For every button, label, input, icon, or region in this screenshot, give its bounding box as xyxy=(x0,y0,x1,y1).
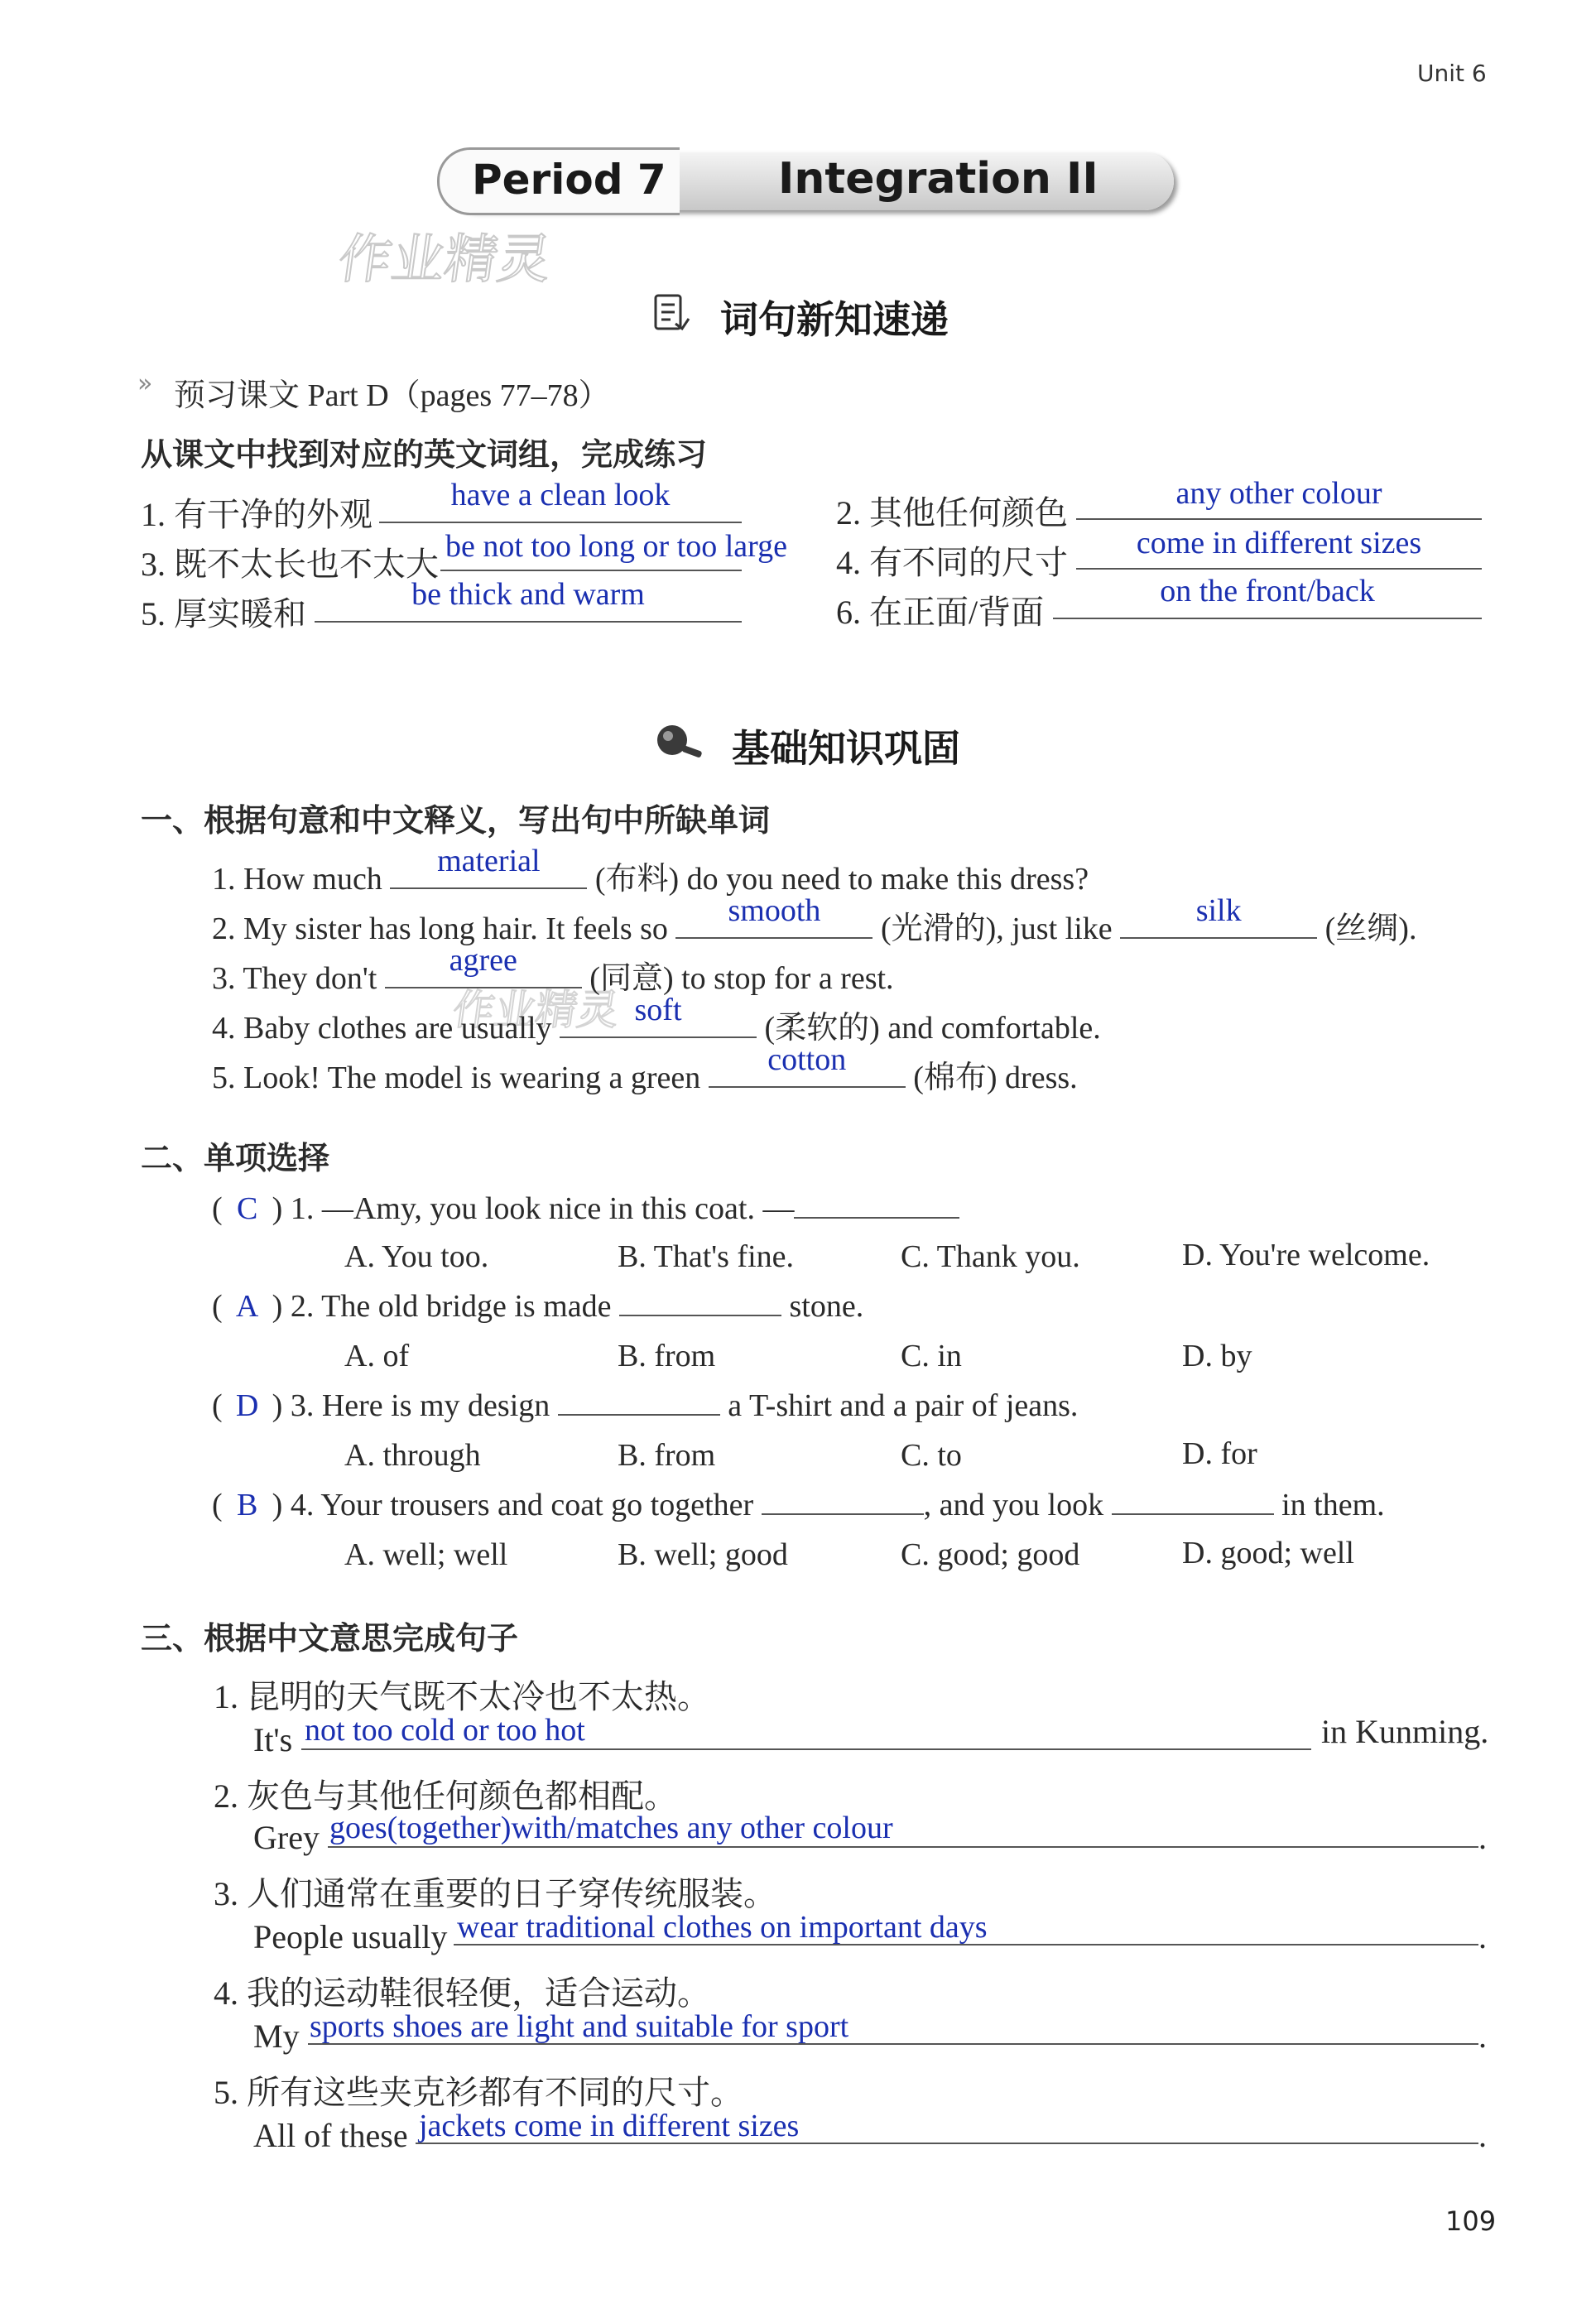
mc1-option-a[interactable]: A. You too. xyxy=(344,1239,489,1274)
fill-question-5 xyxy=(212,1042,1078,1097)
q4-blank[interactable] xyxy=(560,993,757,1038)
q5-blank[interactable] xyxy=(709,1042,906,1088)
translate-cn-1: 1. 昆明的天气既不太冷也不太热。 xyxy=(214,1678,710,1715)
mc3-stem-b: a T-shirt and a pair of jeans. xyxy=(728,1388,1079,1423)
translate-answer-1: not too cold or too hot xyxy=(305,1713,585,1748)
translate-lead-1: It's xyxy=(253,1721,293,1758)
vocab-blank-3[interactable] xyxy=(440,570,742,571)
q5-answer: cotton xyxy=(767,1042,847,1077)
page-title: Integration II xyxy=(778,154,1098,204)
vocab-prompt-3: 3. 既不太长也不太大 xyxy=(141,546,439,583)
q1-blank[interactable] xyxy=(390,844,587,889)
section1-instruction: 从课文中找到对应的英文词组，完成练习 xyxy=(141,436,708,473)
mc2-blank[interactable] xyxy=(619,1296,781,1316)
translate-lead-5: All of these xyxy=(253,2117,408,2154)
part1-title: 一、根据句意和中文释义，写出句中所缺单词 xyxy=(141,802,771,839)
q4-text-a: 4. Baby clothes are usually xyxy=(212,1011,552,1046)
mc4-answer: B xyxy=(236,1488,258,1522)
q3-answer: agree xyxy=(449,943,517,978)
translate-tail-4: . xyxy=(1478,2018,1487,2055)
translate-cn-5: 5. 所有这些夹克衫都有不同的尺寸。 xyxy=(214,2074,743,2111)
translate-lead-4: My xyxy=(253,2018,300,2055)
vocab-prompt-6: 6. 在正面/背面 xyxy=(836,594,1045,631)
translate-lead-2: Grey xyxy=(253,1819,320,1856)
fill-question-1 xyxy=(212,844,1089,898)
translate-line-2[interactable] xyxy=(328,1846,1478,1848)
mc-question-2: ( A ) 2. The old bridge is made stone. xyxy=(212,1289,864,1324)
q5-text-a: 5. Look! The model is wearing a green xyxy=(212,1060,701,1095)
preview-line: 预习课文 Part D（pages 77–78） xyxy=(174,378,610,413)
vocab-answer-2: any other colour xyxy=(1175,476,1382,511)
mc3-answer: D xyxy=(235,1388,259,1423)
fill-question-3 xyxy=(212,943,894,998)
mc-question-3: ( D ) 3. Here is my design a T-shirt and a pair of jeans. xyxy=(212,1388,1079,1423)
fill-question-2 xyxy=(212,893,1417,948)
translate-line-1[interactable] xyxy=(301,1748,1311,1750)
vocab-answer-6: on the front/back xyxy=(1160,574,1375,608)
q2-text-c: (丝绸). xyxy=(1324,911,1417,946)
q2-blank-2[interactable] xyxy=(1120,893,1317,939)
vocab-blank-4[interactable] xyxy=(1076,568,1482,570)
vocab-blank-2[interactable] xyxy=(1076,518,1482,520)
vocab-answer-1: have a clean look xyxy=(450,478,671,512)
mc1-option-b[interactable]: B. That's fine. xyxy=(618,1239,795,1274)
mc-question-1: ( C ) 1. —Amy, you look nice in this coat. — xyxy=(212,1190,959,1227)
q3-text-b: (同意) to stop for a rest. xyxy=(589,961,894,996)
mc3-option-a[interactable]: A. through xyxy=(344,1438,481,1473)
q2-text-b: (光滑的), just like xyxy=(880,911,1113,946)
mc2-option-c[interactable]: C. in xyxy=(901,1339,962,1373)
q3-text-a: 3. They don't xyxy=(212,961,377,996)
mc4-option-c[interactable]: C. good; good xyxy=(901,1537,1080,1572)
translate-cn-3: 3. 人们通常在重要的日子穿传统服装。 xyxy=(214,1875,776,1912)
part3-title: 三、根据中文意思完成句子 xyxy=(141,1620,519,1657)
mc-question-4: ( B ) 4. Your trousers and coat go together , and you look in them. xyxy=(212,1488,1385,1522)
section2-heading: 基础知识巩固 xyxy=(732,726,960,771)
part2-title: 二、单项选择 xyxy=(141,1140,330,1176)
vocab-blank-1[interactable] xyxy=(379,522,742,523)
page-number: 109 xyxy=(1445,2205,1497,2237)
mc1-blank[interactable] xyxy=(794,1199,959,1219)
mc2-option-b[interactable]: B. from xyxy=(618,1339,716,1373)
mc2-option-a[interactable]: A. of xyxy=(344,1339,410,1373)
mc2-stem-b: stone. xyxy=(789,1289,864,1324)
q3-blank[interactable] xyxy=(385,943,582,988)
mc4-blank-1[interactable] xyxy=(762,1495,924,1515)
q1-text-a: 1. How much xyxy=(212,862,382,897)
translate-tail-5: . xyxy=(1478,2117,1487,2154)
translate-answer-3: wear traditional clothes on important days xyxy=(457,1910,988,1945)
q2-answer-1: smooth xyxy=(728,893,821,928)
translate-cn-2: 2. 灰色与其他任何颜色都相配。 xyxy=(214,1777,677,1815)
translate-tail-2: . xyxy=(1478,1819,1487,1856)
translate-answer-5: jackets come in different sizes xyxy=(419,2109,800,2143)
vocab-prompt-4: 4. 有不同的尺寸 xyxy=(836,544,1068,581)
period-label: Period 7 xyxy=(472,156,666,204)
translate-answer-2: goes(together)with/matches any other colour xyxy=(329,1811,893,1845)
fill-question-4 xyxy=(212,993,1101,1047)
watermark: 作业精灵 xyxy=(334,229,555,291)
q4-answer: soft xyxy=(634,993,682,1027)
mc4-stem-c: in them. xyxy=(1281,1488,1385,1522)
vocab-blank-6[interactable] xyxy=(1053,618,1482,619)
mc4-option-d[interactable]: D. good; well xyxy=(1182,1536,1354,1570)
magnifier-icon xyxy=(654,720,705,767)
q2-blank-1[interactable] xyxy=(675,893,873,939)
mc3-option-c[interactable]: C. to xyxy=(901,1438,962,1473)
vocab-answer-3: be not too long or too large xyxy=(445,529,788,564)
vocab-prompt-1: 1. 有干净的外观 xyxy=(141,496,373,533)
unit-label: Unit 6 xyxy=(1417,60,1487,87)
mc3-option-d[interactable]: D. for xyxy=(1182,1436,1257,1471)
mc2-option-d[interactable]: D. by xyxy=(1182,1339,1252,1373)
mc4-stem-b: , and you look xyxy=(923,1488,1104,1522)
mc3-stem-a: 3. Here is my design xyxy=(290,1388,550,1423)
mc4-option-a[interactable]: A. well; well xyxy=(344,1537,508,1572)
vocab-answer-4: come in different sizes xyxy=(1136,526,1422,560)
notebook-icon xyxy=(654,294,690,335)
translate-lead-3: People usually xyxy=(253,1918,448,1955)
q1-text-b: (布料) do you need to make this dress? xyxy=(594,862,1089,897)
translate-cn-4: 4. 我的运动鞋很轻便，适合运动。 xyxy=(214,1974,710,2012)
q1-answer: material xyxy=(437,844,541,878)
mc1-option-d[interactable]: D. You're welcome. xyxy=(1182,1238,1430,1272)
q2-text-a: 2. My sister has long hair. It feels so xyxy=(212,911,668,946)
mc4-option-b[interactable]: B. well; good xyxy=(618,1537,788,1572)
section1-heading: 词句新知速递 xyxy=(720,297,949,342)
watermark-2: 作业精灵 xyxy=(449,986,623,1034)
mc3-blank[interactable] xyxy=(558,1396,720,1416)
vocab-answer-5: be thick and warm xyxy=(411,577,645,612)
vocab-prompt-2: 2. 其他任何颜色 xyxy=(836,494,1068,531)
mc4-stem-a: 4. Your trousers and coat go together xyxy=(290,1488,754,1522)
vocab-blank-5[interactable] xyxy=(315,621,742,623)
q2-answer-2: silk xyxy=(1195,893,1242,928)
vocab-prompt-5: 5. 厚实暖和 xyxy=(141,595,306,632)
mc2-stem-a: 2. The old bridge is made xyxy=(290,1289,612,1324)
mc4-blank-2[interactable] xyxy=(1112,1495,1274,1515)
mc3-option-b[interactable]: B. from xyxy=(618,1438,716,1473)
title-banner xyxy=(437,147,1182,217)
mc2-answer: A xyxy=(235,1289,259,1324)
mc1-stem: 1. —Amy, you look nice in this coat. — xyxy=(290,1191,795,1226)
translate-tail-3: . xyxy=(1478,1918,1487,1955)
mc1-option-c[interactable]: C. Thank you. xyxy=(901,1239,1080,1274)
translate-tail-1: in Kunming. xyxy=(1321,1713,1489,1750)
chevrons-icon: » xyxy=(137,369,153,398)
q4-text-b: (柔软的) and comfortable. xyxy=(764,1011,1101,1046)
q5-text-b: (棉布) dress. xyxy=(913,1060,1078,1095)
mc1-answer: C xyxy=(236,1191,258,1226)
translate-answer-4: sports shoes are light and suitable for sport xyxy=(310,2009,849,2044)
